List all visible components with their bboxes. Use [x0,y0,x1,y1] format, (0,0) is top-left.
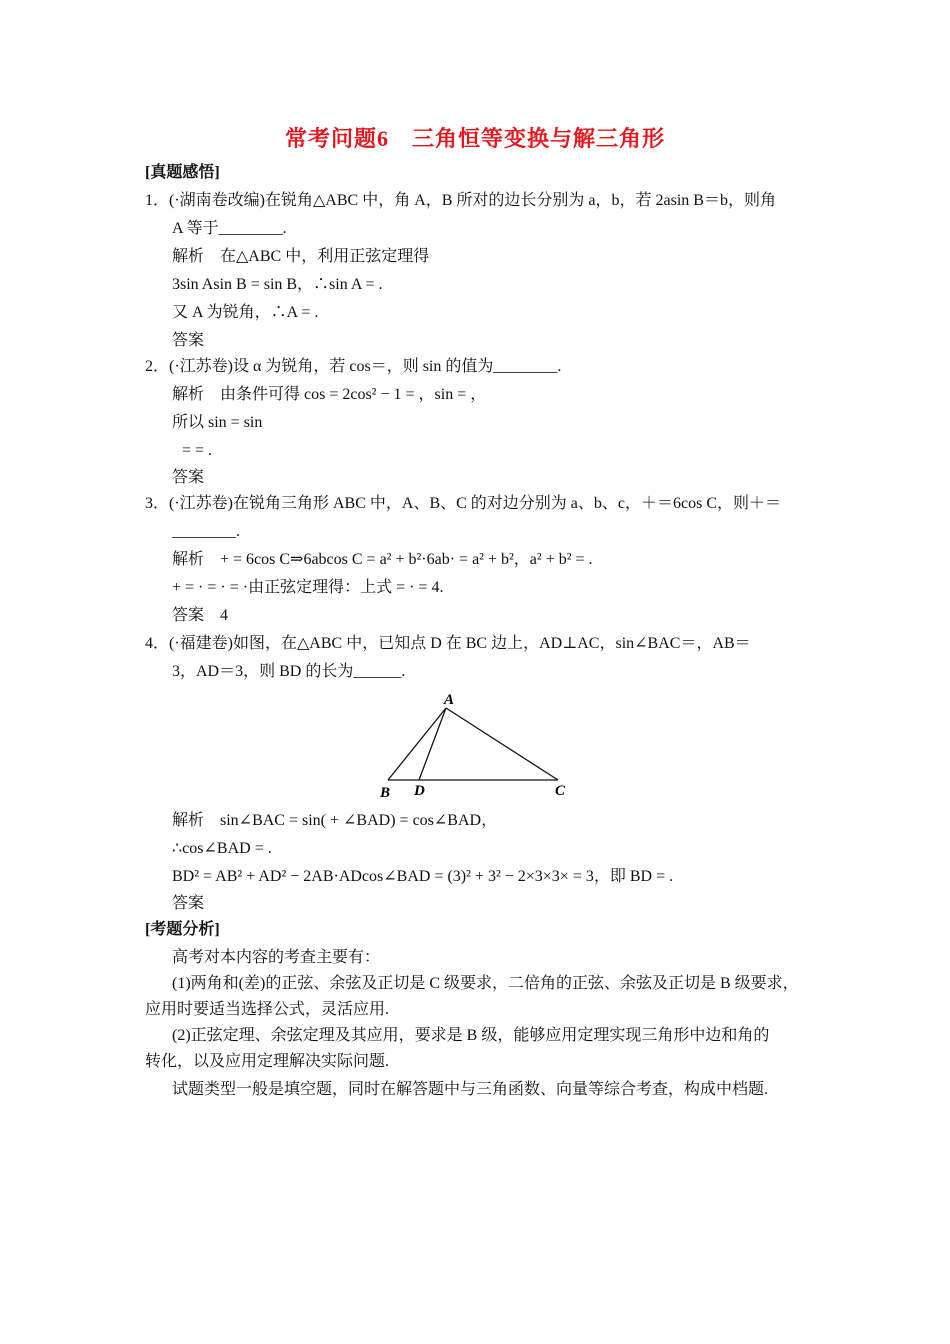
analysis-p2a: (1)两角和(差)的正弦、余弦及正切是 C 级要求，二倍角的正弦、余弦及正切是 B 级要求， [172,975,799,992]
q3-line2: ________. [172,523,240,540]
label-d: D [414,783,425,799]
label-a: A [444,692,455,708]
q3-analysis: 解析 + = 6cos C⇒6abcos C = a² + b²·6ab· = a² + b²，a² + b² = . [172,551,593,568]
q1-line2: A 等于________. [172,220,287,237]
label-c: C [555,783,566,799]
analysis-p3a: (2)正弦定理、余弦定理及其应用，要求是 B 级，能够应用定理实现三角形中边和角的 [172,1027,770,1044]
q2-step2: = = . [182,442,213,459]
q1-step1: 3sin Asin B = sin B，∴sin A = . [172,276,383,293]
q1-answer: 答案 [172,332,205,349]
label-b: B [380,785,391,800]
q3-line1: 3．(·江苏卷)在锐角三角形 ABC 中，A、B、C 的对边分别为 a、b、c，＋＝6cos C，则＋＝ [145,495,781,512]
q4-answer: 答案 [172,895,205,912]
analysis-p4: 试题类型一般是填空题，同时在解答题中与三角函数、向量等综合考查，构成中档题. [172,1081,769,1098]
q2-analysis: 解析 由条件可得 cos = 2cos² − 1 = ，sin = ， [172,386,487,403]
q4-analysis: 解析 sin∠BAC = sin( + ∠BAD) = cos∠BAD， [172,812,498,829]
q1-analysis: 解析 在△ABC 中，利用正弦定理得 [172,248,430,265]
segment-ad [419,708,446,780]
page-title: 常考问题6 三角恒等变换与解三角形 [284,126,665,151]
q2-line1: 2．(·江苏卷)设 α 为锐角，若 cos＝，则 sin 的值为________. [145,358,562,375]
q4-line2: 3，AD＝3，则 BD 的长为______. [172,663,406,680]
q2-step1: 所以 sin = sin [172,414,263,431]
q4-line1: 4．(·福建卷)如图，在△ABC 中，已知点 D 在 BC 边上，AD⊥AC，sin∠BAC＝，AB＝ [145,635,751,652]
section-heading-exam-analysis: [考题分析] [145,921,220,938]
q2-answer: 答案 [172,469,205,486]
q4-step2: BD² = AB² + AD² − 2AB·ADcos∠BAD = (3)² + 3² − 2×3×3× = 3，即 BD = . [172,868,674,885]
analysis-p3b: 转化，以及应用定理解决实际问题. [145,1053,390,1070]
side-ac [446,708,558,780]
section-heading-real-questions: [真题感悟] [145,164,220,181]
q1-line1: 1．(·湖南卷改编)在锐角△ABC 中，角 A，B 所对的边长分别为 a，b，若 2asin B＝b，则角 [145,192,776,209]
q3-step1: + = · = · = ·由正弦定理得：上式 = · = 4. [172,579,444,596]
analysis-p2b: 应用时要适当选择公式，灵活应用. [145,1001,390,1018]
analysis-p1: 高考对本内容的考查主要有： [172,949,381,966]
q3-answer: 答案 4 [172,607,229,624]
q1-step2: 又 A 为锐角，∴A = . [172,304,319,321]
triangle-figure [376,688,576,800]
side-ab [388,708,446,780]
q4-step1: ∴cos∠BAD = . [172,840,272,857]
